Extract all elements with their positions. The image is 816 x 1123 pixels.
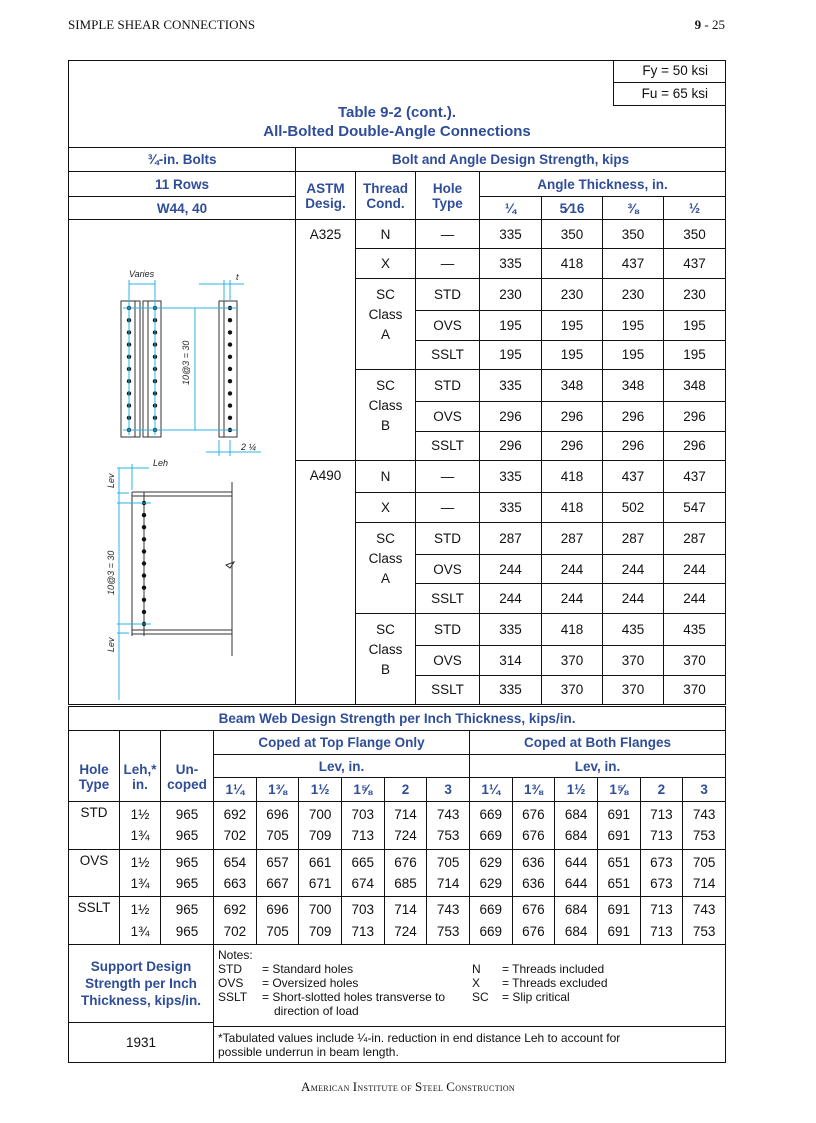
connection-diagram xyxy=(69,220,295,704)
hole-type: OVS xyxy=(416,311,480,340)
coped-both-value: 676 xyxy=(512,825,555,849)
hole-type: SSLT xyxy=(416,431,480,460)
strength-value: 244 xyxy=(664,555,726,584)
lev-both-4: 2 xyxy=(640,778,683,802)
hole-type: — xyxy=(416,461,480,493)
note-definition: = Standard holes xyxy=(262,961,354,976)
strength-value: 195 xyxy=(664,311,726,340)
bolt-icon xyxy=(228,403,232,407)
web-strength-row xyxy=(69,897,726,921)
strength-value: 296 xyxy=(542,431,603,460)
coped-top-value: 713 xyxy=(341,825,384,849)
hole-type: STD xyxy=(416,369,480,401)
strength-value: 335 xyxy=(480,675,542,704)
leh-value: 1½ xyxy=(120,849,161,873)
uncoped-value: 965 xyxy=(161,802,214,826)
strength-value: 348 xyxy=(664,369,726,401)
strength-value: 437 xyxy=(664,461,726,493)
thread-condition: SC Class A xyxy=(356,278,416,369)
note-definition: = Oversized holes xyxy=(262,975,359,990)
coped-top-value: 654 xyxy=(214,849,257,873)
bolt-icon xyxy=(228,330,232,334)
hole-type: SSLT xyxy=(416,675,480,704)
strength-value: 244 xyxy=(664,584,726,613)
strength-value: 296 xyxy=(480,402,542,431)
coped-top-value: 700 xyxy=(299,802,342,826)
coped-both-value: 636 xyxy=(512,849,555,873)
coped-both-value: 743 xyxy=(683,802,726,826)
coped-top-value: 705 xyxy=(256,825,299,849)
strength-value: 244 xyxy=(542,555,603,584)
strength-value: 195 xyxy=(603,340,664,369)
note-abbr: N xyxy=(472,961,481,976)
strength-value: 230 xyxy=(542,278,603,310)
web-strength-row xyxy=(69,849,726,873)
coped-top-value: 692 xyxy=(214,897,257,921)
hole-header: Hole Type xyxy=(416,172,480,220)
title-line-2: All-Bolted Double-Angle Connections xyxy=(263,123,531,140)
beam-web-header: Beam Web Design Strength per Inch Thickness, kips/in. xyxy=(69,707,726,731)
strength-value: 370 xyxy=(603,646,664,675)
lev-label-bottom: Lev xyxy=(106,637,116,652)
hole-type: SSLT xyxy=(416,584,480,613)
hole-type: STD xyxy=(416,613,480,645)
strength-value: 418 xyxy=(542,249,603,278)
strength-value: 350 xyxy=(603,220,664,249)
coped-both-value: 629 xyxy=(469,873,512,897)
hole-type: OVS xyxy=(416,402,480,431)
coped-both-value: 714 xyxy=(683,873,726,897)
strength-value: 350 xyxy=(542,220,603,249)
thickness-label: t xyxy=(236,272,239,282)
coped-top-value: 709 xyxy=(299,825,342,849)
hole-type: STD xyxy=(416,278,480,310)
strength-value: 296 xyxy=(664,402,726,431)
coped-both-value: 753 xyxy=(683,825,726,849)
strength-value: 418 xyxy=(542,493,603,522)
coped-top-value: 702 xyxy=(214,825,257,849)
lev-both-0: 1¼ xyxy=(469,778,512,802)
beam-web-strength-table xyxy=(68,706,726,1063)
coped-both-value: 644 xyxy=(555,849,598,873)
varies-label: Varies xyxy=(129,269,155,279)
strength-value: 335 xyxy=(480,613,542,645)
lev-both-5: 3 xyxy=(683,778,726,802)
strength-value: 287 xyxy=(542,522,603,554)
coped-top-value: 671 xyxy=(299,873,342,897)
bolt-icon xyxy=(228,416,232,420)
bolt-icon xyxy=(228,318,232,322)
strength-value: 296 xyxy=(664,431,726,460)
coped-both-value: 673 xyxy=(640,849,683,873)
bolt-icon xyxy=(142,598,146,602)
strength-value: 435 xyxy=(664,613,726,645)
strength-value: 335 xyxy=(480,461,542,493)
note-abbr: SC xyxy=(472,989,489,1004)
uncoped-value: 965 xyxy=(161,873,214,897)
coped-both-value: 669 xyxy=(469,802,512,826)
thread-condition: N xyxy=(356,461,416,493)
coped-both-value: 684 xyxy=(555,825,598,849)
lev-top-1: 1⅜ xyxy=(256,778,299,802)
hole-type: — xyxy=(416,249,480,278)
coped-both-value: 691 xyxy=(597,920,640,944)
coped-top-header: Coped at Top Flange Only xyxy=(214,731,470,755)
astm-designation: A490 xyxy=(296,461,356,705)
strength-value: 296 xyxy=(603,402,664,431)
running-header-section: SIMPLE SHEAR CONNECTIONS xyxy=(68,17,256,32)
strength-value: 435 xyxy=(603,613,664,645)
coped-top-value: 703 xyxy=(341,897,384,921)
strength-value: 370 xyxy=(603,675,664,704)
strength-value: 244 xyxy=(603,584,664,613)
coped-top-value: 724 xyxy=(384,825,427,849)
hole-type-header: Hole Type xyxy=(69,731,120,802)
astm-designation: A325 xyxy=(296,220,356,461)
strength-value: 195 xyxy=(664,340,726,369)
coped-both-value: 669 xyxy=(469,920,512,944)
coped-top-value: 674 xyxy=(341,873,384,897)
coped-top-value: 709 xyxy=(299,920,342,944)
bolt-spacing-label-bottom: 10@3 = 30 xyxy=(106,550,116,595)
thickness-3: ⅜ xyxy=(603,197,664,220)
strength-value: 335 xyxy=(480,369,542,401)
coped-both-value: 753 xyxy=(683,920,726,944)
coped-top-value: 663 xyxy=(214,873,257,897)
coped-top-value: 657 xyxy=(256,849,299,873)
note-definition: = Threads excluded xyxy=(502,975,608,990)
thread-condition: SC Class A xyxy=(356,522,416,613)
lev-label-top: Lev xyxy=(106,473,116,488)
coped-both-value: 676 xyxy=(512,802,555,826)
hole-type: OVS xyxy=(416,646,480,675)
strength-value: 195 xyxy=(542,340,603,369)
bolt-icon xyxy=(142,537,146,541)
uncoped-value: 965 xyxy=(161,920,214,944)
bolt-icon xyxy=(142,549,146,553)
leh-value: 1¾ xyxy=(120,920,161,944)
notes-title: Notes: xyxy=(218,947,253,962)
coped-both-value: 713 xyxy=(640,897,683,921)
strength-value: 502 xyxy=(603,493,664,522)
leh-label: Leh xyxy=(153,458,169,468)
thread-header: Thread Cond. xyxy=(356,172,416,220)
bolt-icon xyxy=(142,586,146,590)
leh-value: 1½ xyxy=(120,897,161,921)
thread-condition: X xyxy=(356,493,416,522)
bolt-icon xyxy=(142,610,146,614)
coped-top-value: 714 xyxy=(384,897,427,921)
coped-both-value: 669 xyxy=(469,825,512,849)
strength-value: 335 xyxy=(480,493,542,522)
strength-value: 230 xyxy=(664,278,726,310)
coped-top-value: 692 xyxy=(214,802,257,826)
coped-top-value: 705 xyxy=(256,920,299,944)
strength-value: 195 xyxy=(542,311,603,340)
lev-top-5: 3 xyxy=(427,778,470,802)
page-sep: - xyxy=(701,17,712,32)
hole-type: OVS xyxy=(416,555,480,584)
support-strength-value: 1931 xyxy=(69,1022,214,1062)
bolt-strength-table xyxy=(68,60,726,705)
strength-value: 418 xyxy=(542,461,603,493)
hole-type: SSLT xyxy=(69,897,120,945)
note-abbr: STD xyxy=(218,961,242,976)
coped-both-value: 669 xyxy=(469,897,512,921)
thickness-4: ½ xyxy=(664,197,726,220)
hole-type: — xyxy=(416,493,480,522)
note-definition: = Threads included xyxy=(502,961,605,976)
bolt-icon xyxy=(228,355,232,359)
strength-value: 244 xyxy=(603,555,664,584)
note-abbr: OVS xyxy=(218,975,244,990)
coped-top-value: 713 xyxy=(341,920,384,944)
coped-top-value: 714 xyxy=(427,873,470,897)
coped-both-value: 651 xyxy=(597,873,640,897)
thread-condition: N xyxy=(356,220,416,249)
bolt-icon xyxy=(142,573,146,577)
coped-top-value: 703 xyxy=(341,802,384,826)
material-strength-box xyxy=(613,61,726,107)
strength-value: 296 xyxy=(542,402,603,431)
support-strength-label: Support Design Strength per Inch Thickness, kips/in. xyxy=(69,944,214,1022)
hole-type: STD xyxy=(69,802,120,850)
uncoped-value: 965 xyxy=(161,849,214,873)
lev-both-3: 1⅝ xyxy=(597,778,640,802)
coped-top-value: 714 xyxy=(384,802,427,826)
leh-value: 1¾ xyxy=(120,825,161,849)
lev-top-2: 1½ xyxy=(299,778,342,802)
coped-both-value: 705 xyxy=(683,849,726,873)
strength-value: 370 xyxy=(664,646,726,675)
thread-condition: SC Class B xyxy=(356,369,416,460)
strength-value: 418 xyxy=(542,613,603,645)
strength-value: 195 xyxy=(603,311,664,340)
lev-top-3: 1⅝ xyxy=(341,778,384,802)
title-line-1: Table 9-2 (cont.). xyxy=(337,104,457,121)
strength-value: 370 xyxy=(664,675,726,704)
coped-both-value: 684 xyxy=(555,920,598,944)
coped-top-value: 696 xyxy=(256,802,299,826)
lev-both-1: 1⅜ xyxy=(512,778,555,802)
notes xyxy=(214,944,726,1062)
coped-both-value: 673 xyxy=(640,873,683,897)
diagram-cell xyxy=(69,220,296,705)
bolt-icon xyxy=(228,391,232,395)
thickness-header: Angle Thickness, in. xyxy=(480,172,726,197)
strength-header: Bolt and Angle Design Strength, kips xyxy=(296,148,726,172)
bolt-icon xyxy=(228,367,232,371)
strength-value: 437 xyxy=(603,461,664,493)
lev-top-0: 1¼ xyxy=(214,778,257,802)
bolt-rows: 11 Rows xyxy=(69,172,296,197)
strength-value: 370 xyxy=(542,646,603,675)
coped-both-value: 684 xyxy=(555,897,598,921)
coped-top-value: 705 xyxy=(427,849,470,873)
hole-type: — xyxy=(416,220,480,249)
coped-top-value: 696 xyxy=(256,897,299,921)
lev-header-top: Lev, in. xyxy=(214,755,470,778)
thickness-2: 5⁄16 xyxy=(542,197,603,220)
coped-both-value: 691 xyxy=(597,897,640,921)
web-strength-row xyxy=(69,873,726,897)
strength-value: 335 xyxy=(480,249,542,278)
coped-top-value: 661 xyxy=(299,849,342,873)
strength-value: 244 xyxy=(480,555,542,584)
bolt-spacing-label-top: 10@3 = 30 xyxy=(181,340,191,385)
beam-size: W44, 40 xyxy=(69,197,296,220)
coped-both-value: 713 xyxy=(640,802,683,826)
strength-value: 547 xyxy=(664,493,726,522)
coped-top-value: 700 xyxy=(299,897,342,921)
uncoped-value: 965 xyxy=(161,825,214,849)
coped-top-value: 743 xyxy=(427,897,470,921)
coped-both-value: 676 xyxy=(512,920,555,944)
coped-both-header: Coped at Both Flanges xyxy=(469,731,725,755)
strength-value: 287 xyxy=(664,522,726,554)
strength-value: 296 xyxy=(603,431,664,460)
coped-both-value: 713 xyxy=(640,825,683,849)
coped-both-value: 743 xyxy=(683,897,726,921)
coped-top-value: 753 xyxy=(427,825,470,849)
strength-row xyxy=(69,220,726,249)
strength-value: 195 xyxy=(480,311,542,340)
edge-distance-label: 2 ¼ xyxy=(241,442,257,452)
bolt-icon xyxy=(228,379,232,383)
page-footer: American Institute of Steel Construction xyxy=(301,1079,515,1094)
strength-value: 244 xyxy=(542,584,603,613)
coped-both-value: 676 xyxy=(512,897,555,921)
strength-value: 348 xyxy=(542,369,603,401)
coped-both-value: 629 xyxy=(469,849,512,873)
chapter-number: 9 xyxy=(694,17,702,32)
strength-value: 370 xyxy=(542,675,603,704)
coped-top-value: 667 xyxy=(256,873,299,897)
hole-type: STD xyxy=(416,522,480,554)
strength-value: 230 xyxy=(480,278,542,310)
bolt-icon xyxy=(142,525,146,529)
coped-top-value: 743 xyxy=(427,802,470,826)
hole-type: SSLT xyxy=(416,340,480,369)
strength-value: 230 xyxy=(603,278,664,310)
coped-both-value: 651 xyxy=(597,849,640,873)
thickness-1: ¼ xyxy=(480,197,542,220)
strength-value: 287 xyxy=(603,522,664,554)
strength-value: 350 xyxy=(664,220,726,249)
lev-header-both: Lev, in. xyxy=(469,755,725,778)
strength-value: 335 xyxy=(480,220,542,249)
page-num: 25 xyxy=(712,17,725,32)
web-strength-row xyxy=(69,920,726,944)
web-strength-row xyxy=(69,825,726,849)
table-title-cell xyxy=(69,61,726,148)
table-title xyxy=(69,103,725,141)
strength-value: 244 xyxy=(480,584,542,613)
coped-both-value: 691 xyxy=(597,825,640,849)
uncoped-header: Un-coped xyxy=(161,731,214,802)
leh-value: 1¾ xyxy=(120,873,161,897)
fy-value: Fy = 50 ksi xyxy=(642,63,708,78)
coped-both-value: 644 xyxy=(555,873,598,897)
coped-top-value: 676 xyxy=(384,849,427,873)
lev-top-4: 2 xyxy=(384,778,427,802)
astm-header: ASTM Desig. xyxy=(296,172,356,220)
thread-condition: X xyxy=(356,249,416,278)
fu-value: Fu = 65 ksi xyxy=(614,82,726,105)
strength-value: 287 xyxy=(480,522,542,554)
strength-value: 195 xyxy=(480,340,542,369)
coped-both-value: 713 xyxy=(640,920,683,944)
page-number xyxy=(695,17,725,33)
coped-top-value: 685 xyxy=(384,873,427,897)
hole-type: OVS xyxy=(69,849,120,897)
note-definition: = Short-slotted holes transverse to direction of load xyxy=(262,989,446,1018)
note-abbr: X xyxy=(472,975,481,990)
bolt-icon xyxy=(228,342,232,346)
coped-both-value: 684 xyxy=(555,802,598,826)
coped-top-value: 702 xyxy=(214,920,257,944)
leh-header: Leh,* in. xyxy=(120,731,161,802)
web-strength-row xyxy=(69,802,726,826)
coped-top-value: 753 xyxy=(427,920,470,944)
thread-condition: SC Class B xyxy=(356,613,416,704)
lev-both-2: 1½ xyxy=(555,778,598,802)
bolt-icon xyxy=(142,513,146,517)
footnote: *Tabulated values include ¼-in. reduction in end distance Leh to account for possible underrun in beam length. xyxy=(218,1030,621,1059)
uncoped-value: 965 xyxy=(161,897,214,921)
note-definition: = Slip critical xyxy=(502,989,570,1004)
coped-top-value: 665 xyxy=(341,849,384,873)
strength-value: 296 xyxy=(480,431,542,460)
coped-both-value: 636 xyxy=(512,873,555,897)
note-abbr: SSLT xyxy=(218,989,248,1004)
bolt-icon xyxy=(142,561,146,565)
coped-top-value: 724 xyxy=(384,920,427,944)
bolt-size: ¾-in. Bolts xyxy=(69,148,296,172)
strength-value: 437 xyxy=(664,249,726,278)
coped-both-value: 691 xyxy=(597,802,640,826)
strength-value: 314 xyxy=(480,646,542,675)
strength-value: 437 xyxy=(603,249,664,278)
leh-value: 1½ xyxy=(120,802,161,826)
strength-value: 348 xyxy=(603,369,664,401)
